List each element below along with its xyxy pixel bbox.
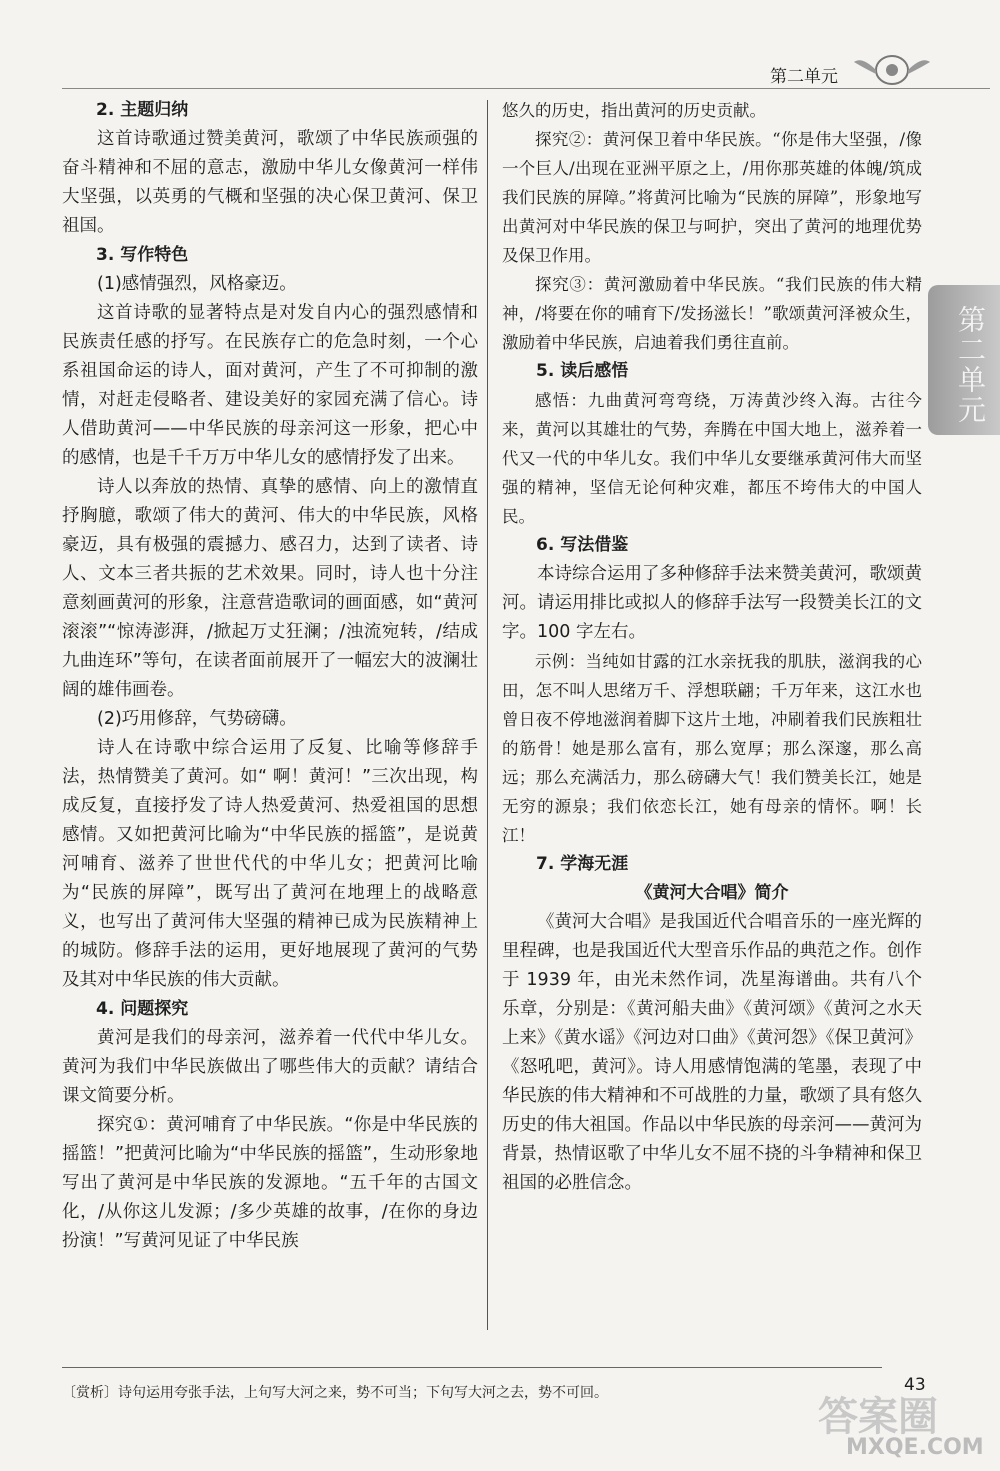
- section-heading: 5. 读后感悟: [536, 361, 629, 381]
- side-tab-label: 第二单元: [954, 305, 987, 425]
- watermark-url: MXQE.COM: [846, 1435, 984, 1460]
- page-number: 43: [904, 1375, 926, 1395]
- unit-label: 第二单元: [770, 67, 838, 87]
- paragraph: 探究①：黄河哺育了中华民族。“你是中华民族的摇篮！”把黄河比喻为“中华民族的摇篮”，生动形象地写出了黄河是中华民族的发源地。“五千年的古国文化，/从你这儿发源；/多少英雄的故事，/在你的身边扮演！”写黄河见证了中华民族: [62, 1115, 478, 1251]
- watermark-logo: 答案圈: [818, 1394, 938, 1440]
- section-heading: 2. 主题归纳: [96, 100, 189, 120]
- section-heading: 6. 写法借鉴: [536, 535, 629, 555]
- unit-side-tab: [928, 285, 1000, 435]
- paragraph: 探究②：黄河保卫着中华民族。“你是伟大坚强，/像一个巨人/出现在亚洲平原之上，/用你那英雄的体魄/筑成我们民族的屏障。”将黄河比喻为“民族的屏障”，形象地写出黄河对中华民族的保卫与呵护，突出了黄河的地理优势及保卫作用。: [502, 130, 922, 265]
- paragraph: 《黄河大合唱》是我国近代合唱音乐的一座光辉的里程碑，也是我国近代大型音乐作品的典范之作。创作于 1939 年，由光未然作词，冼星海谱曲。共有八个乐章，分别是：《黄河船夫曲》《黄河颂》《黄河之水天上来》《黄水谣》《河边对口曲》《黄河怨》《保卫黄河》《怒吼吧，黄河》。诗人用感情饱满的笔墨，表现了中华民族的伟大精神和不可战胜的力量，歌颂了具有悠久历史的伟大祖国。作品以中华民族的母亲河——黄河为背景，热情讴歌了中华儿女不屈不挠的斗争精神和保卫祖国的必胜信念。: [502, 912, 922, 1193]
- section-heading: 4. 问题探究: [96, 999, 189, 1019]
- left-column: [62, 96, 478, 1256]
- article-title: 《黄河大合唱》简介: [635, 883, 789, 903]
- paragraph: 诗人在诗歌中综合运用了反复、比喻等修辞手法，热情赞美了黄河。如“ 啊！黄河！”三次出现，构成反复，直接抒发了诗人热爱黄河、热爱祖国的思想感情。又如把黄河比喻为“中华民族的摇篮”，是说黄河哺育、滋养了世世代代的中华儿女；把黄河比喻为“民族的屏障”，既写出了黄河在地理上的战略意义，也写出了黄河伟大坚强的精神已成为民族精神上的城防。修辞手法的运用，更好地展现了黄河的气势及其对中华民族的伟大贡献。: [62, 738, 478, 990]
- section-heading: 3. 写作特色: [96, 245, 189, 265]
- paragraph: 这首诗歌通过赞美黄河，歌颂了中华民族顽强的奋斗精神和不屈的意志，激励中华儿女像黄河一样伟大坚强，以英勇的气概和坚强的决心保卫黄河、保卫祖国。: [62, 129, 478, 236]
- column-divider: [487, 100, 488, 1330]
- paragraph: 这首诗歌的显著特点是对发自内心的强烈感情和民族责任感的抒写。在民族存亡的危急时刻，一个心系祖国命运的诗人，面对黄河，产生了不可抑制的激情，对赶走侵略者、建设美好的家园充满了信心。诗人借助黄河——中华民族的母亲河这一形象，把心中的感情，也是千千万万中华儿女的感情抒发了出来。: [62, 303, 478, 468]
- paragraph: 示例：当纯如甘露的江水亲抚我的肌肤，滋润我的心田，怎不叫人思绪万千、浮想联翩；千万年来，这江水也曾日夜不停地滋润着脚下这片土地，冲刷着我们民族粗壮的筋骨！她是那么富有，那么宽厚；那么深邃，那么高远；那么充满活力，那么磅礴大气！我们赞美长江，她是无穷的源泉；我们依恋长江，她有母亲的情怀。啊！长江！: [502, 652, 922, 845]
- paragraph: 本诗综合运用了多种修辞手法来赞美黄河，歌颂黄河。请运用排比或拟人的修辞手法写一段赞美长江的文字。100 字左右。: [502, 564, 922, 642]
- appreciation-note: 〔赏析〕诗句运用夸张手法，上句写大河之来，势不可当；下句写大河之去，势不可回。: [62, 1385, 608, 1401]
- paragraph: 黄河是我们的母亲河，滋养着一代代中华儿女。黄河为我们中华民族做出了哪些伟大的贡献？请结合课文简要分析。: [62, 1028, 478, 1106]
- ornament-icon: [852, 50, 932, 90]
- paragraph: 诗人以奔放的热情、真挚的感情、向上的激情直抒胸臆，歌颂了伟大的黄河、伟大的中华民族，风格豪迈，具有极强的震撼力、感召力，达到了读者、诗人、文本三者共振的艺术效果。同时，诗人也十分注意刻画黄河的形象，注意营造歌词的画面感，如“黄河滚滚”“惊涛澎湃，/掀起万丈狂澜；/浊流宛转，/结成九曲连环”等句，在读者面前展开了一幅宏大的波澜壮阔的雄伟画卷。: [62, 477, 478, 700]
- header-rule: [62, 88, 990, 89]
- section-heading: 7. 学海无涯: [536, 854, 629, 874]
- paragraph: 感悟：九曲黄河弯弯绕，万涛黄沙终入海。古往今来，黄河以其雄壮的气势，奔腾在中国大地上，滋养着一代又一代的中华儿女。我们中华儿女要继承黄河伟大而坚强的精神，坚信无论何种灾难，都压不垮伟大的中国人民。: [502, 391, 922, 526]
- paragraph: (1)感情强烈，风格豪迈。: [97, 274, 297, 294]
- page-header: [0, 50, 1000, 90]
- paragraph: 悠久的历史，指出黄河的历史贡献。: [502, 101, 766, 120]
- footer-rule: [62, 1367, 882, 1368]
- paragraph: (2)巧用修辞，气势磅礴。: [97, 709, 297, 729]
- right-column: [502, 96, 922, 1198]
- paragraph: 探究③：黄河激励着中华民族。“我们民族的伟大精神，/将要在你的哺育下/发扬滋长！”歌颂黄河泽被众生，激励着中华民族，启迪着我们勇往直前。: [502, 275, 922, 352]
